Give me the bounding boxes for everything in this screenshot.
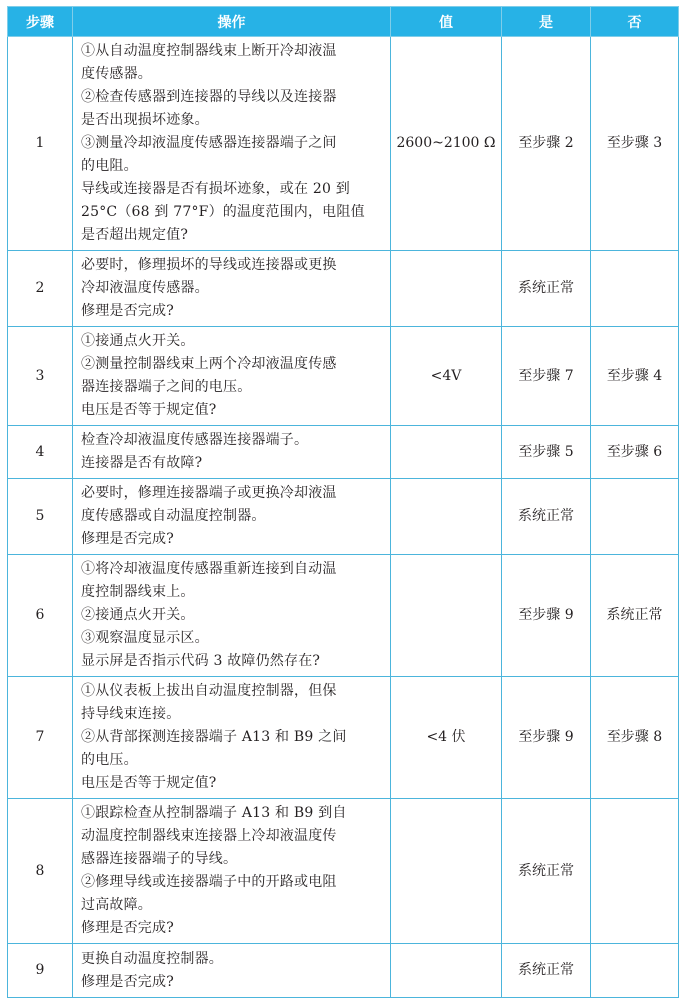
no-cell: 至步骤 6	[591, 426, 679, 479]
operation-line: 显示屏是否指示代码 3 故障仍然存在?	[81, 653, 321, 669]
header-value: 值	[391, 7, 502, 37]
operation-line: ③观察温度显示区。	[81, 630, 209, 646]
operation-line: 修理是否完成?	[81, 303, 174, 319]
yes-cell: 系统正常	[502, 944, 591, 998]
operation-line: 冷却液温度传感器。	[81, 280, 209, 296]
no-cell	[591, 944, 679, 998]
header-row	[8, 7, 679, 37]
operation-cell	[73, 327, 391, 426]
operation-line: 更换自动温度控制器。	[81, 950, 223, 967]
operation-line: ②接通点火开关。	[81, 607, 195, 623]
yes-cell: 系统正常	[502, 251, 591, 327]
table-row	[8, 327, 679, 426]
table-row	[8, 426, 679, 479]
step-cell: 1	[8, 37, 73, 251]
operation-line: 的电压。	[81, 752, 138, 768]
operation-line: 修理是否完成?	[81, 973, 174, 990]
operation-cell	[73, 479, 391, 555]
step-cell: 3	[8, 327, 73, 426]
operation-cell	[73, 799, 391, 944]
value-cell	[391, 251, 502, 327]
value-cell	[391, 479, 502, 555]
operation-line: 度传感器或自动温度控制器。	[81, 508, 266, 524]
operation-line: 25°C（68 到 77°F）的温度范围内，电阻值	[81, 204, 365, 220]
operation-line: ②从背部探测连接器端子 A13 和 B9 之间	[81, 729, 347, 745]
operation-line: 电压是否等于规定值?	[81, 775, 217, 791]
step-cell: 9	[8, 944, 73, 998]
header-step: 步骤	[8, 7, 73, 37]
yes-cell: 至步骤 7	[502, 327, 591, 426]
operation-line: 的电阻。	[81, 158, 138, 174]
table-row	[8, 251, 679, 327]
operation-line: ①从自动温度控制器线束上断开冷却液温	[81, 43, 337, 59]
yes-cell: 至步骤 2	[502, 37, 591, 251]
table-row	[8, 555, 679, 677]
step-cell: 5	[8, 479, 73, 555]
operation-line: 连接器是否有故障?	[81, 455, 203, 471]
no-cell	[591, 799, 679, 944]
operation-line: 器连接器端子之间的电压。	[81, 379, 252, 395]
step-cell: 8	[8, 799, 73, 944]
operation-cell	[73, 37, 391, 251]
step-cell: 7	[8, 677, 73, 799]
no-cell: 系统正常	[591, 555, 679, 677]
value-cell: 2600~2100 Ω	[391, 37, 502, 251]
operation-line: ①接通点火开关。	[81, 333, 195, 349]
header-yes: 是	[502, 7, 591, 37]
operation-cell	[73, 944, 391, 998]
operation-line: 电压是否等于规定值?	[81, 402, 217, 418]
no-cell	[591, 251, 679, 327]
operation-line: 导线或连接器是否有损坏迹象，或在 20 到	[81, 181, 350, 197]
operation-line: 必要时，修理连接器端子或更换冷却液温	[81, 485, 337, 501]
operation-line: ②测量控制器线束上两个冷却液温度传感	[81, 356, 337, 372]
no-cell: 至步骤 4	[591, 327, 679, 426]
table-body	[8, 37, 679, 998]
step-cell: 2	[8, 251, 73, 327]
header-operation: 操作	[73, 7, 391, 37]
operation-line: 过高故障。	[81, 897, 152, 913]
no-cell: 至步骤 8	[591, 677, 679, 799]
operation-line: 是否超出规定值?	[81, 227, 189, 243]
operation-line: 是否出现损坏迹象。	[81, 112, 209, 128]
operation-line: ③测量冷却液温度传感器连接器端子之间	[81, 135, 337, 151]
yes-cell: 至步骤 9	[502, 677, 591, 799]
operation-line: 修理是否完成?	[81, 531, 174, 547]
value-cell	[391, 944, 502, 998]
operation-line: 度控制器线束上。	[81, 584, 195, 600]
yes-cell: 至步骤 9	[502, 555, 591, 677]
yes-cell: 系统正常	[502, 799, 591, 944]
step-cell: 4	[8, 426, 73, 479]
value-cell: <4 伏	[391, 677, 502, 799]
operation-line: 必要时，修理损坏的导线或连接器或更换	[81, 257, 337, 273]
step-cell: 6	[8, 555, 73, 677]
operation-line: ①跟踪检查从控制器端子 A13 和 B9 到自	[81, 805, 347, 821]
table-row	[8, 677, 679, 799]
operation-line: 持导线束连接。	[81, 706, 181, 722]
header-no: 否	[591, 7, 679, 37]
operation-line: 感器连接器端子的导线。	[81, 851, 238, 867]
value-cell	[391, 426, 502, 479]
operation-cell	[73, 677, 391, 799]
operation-line: ①将冷却液温度传感器重新连接到自动温	[81, 561, 337, 577]
operation-line: 动温度控制器线束连接器上冷却液温度传	[81, 828, 337, 844]
operation-cell	[73, 251, 391, 327]
no-cell	[591, 479, 679, 555]
no-cell: 至步骤 3	[591, 37, 679, 251]
operation-line: 度传感器。	[81, 66, 152, 82]
operation-line: ①从仪表板上拔出自动温度控制器，但保	[81, 683, 337, 699]
operation-cell	[73, 555, 391, 677]
yes-cell: 系统正常	[502, 479, 591, 555]
operation-line: 检查冷却液温度传感器连接器端子。	[81, 432, 309, 448]
operation-cell	[73, 426, 391, 479]
value-cell	[391, 799, 502, 944]
table-row	[8, 799, 679, 944]
value-cell	[391, 555, 502, 677]
value-cell: <4V	[391, 327, 502, 426]
operation-line: 修理是否完成?	[81, 920, 174, 936]
operation-line: ②修理导线或连接器端子中的开路或电阻	[81, 874, 337, 890]
operation-line: ②检查传感器到连接器的导线以及连接器	[81, 89, 337, 105]
table-row	[8, 37, 679, 251]
yes-cell: 至步骤 5	[502, 426, 591, 479]
diagnosis-table	[7, 6, 679, 998]
table-row	[8, 944, 679, 998]
table-row	[8, 479, 679, 555]
